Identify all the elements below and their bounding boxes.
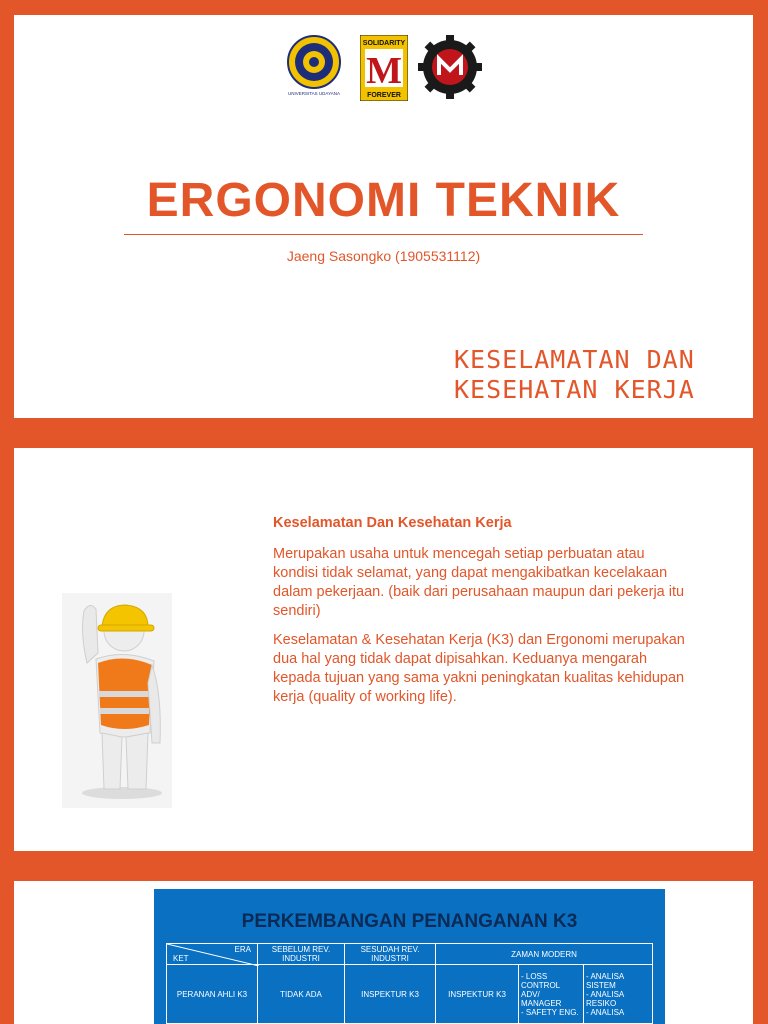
k3-development-table xyxy=(166,943,653,1024)
table-row xyxy=(167,965,653,1024)
svg-text:UNIVERSITAS UDAYANA: UNIVERSITAS UDAYANA xyxy=(287,91,341,96)
safety-worker-illustration xyxy=(62,593,172,808)
list-item: MANAGER xyxy=(521,998,562,1008)
list-item: CONTROL xyxy=(521,980,561,990)
author-name: Jaeng Sasongko (1905531112) xyxy=(286,248,481,264)
cell-sebelum: TIDAK ADA xyxy=(258,965,345,1024)
era-ket-header-cell xyxy=(167,944,258,965)
header-sesudah: SESUDAH REV. INDUSTRI xyxy=(345,944,436,965)
table-title: PERKEMBANGAN PENANGANAN K3 xyxy=(241,911,578,932)
subtitle-line-2: KESEHATAN KERJA xyxy=(454,375,695,404)
cell-modern-1: INSPEKTUR K3 xyxy=(436,965,519,1024)
header-ket: KET xyxy=(173,954,189,963)
list-item: - LOSS xyxy=(521,971,548,981)
header-era: ERA xyxy=(234,945,251,954)
k3-table-panel xyxy=(154,889,665,1024)
solidarity-forever-logo xyxy=(360,35,408,101)
header-zaman-modern: ZAMAN MODERN xyxy=(436,944,653,965)
list-item: - ANALISA xyxy=(586,971,625,981)
subtitle-line-1: KESELAMATAN DAN xyxy=(454,345,695,374)
universitas-udayana-logo xyxy=(286,35,342,97)
cell-sesudah: INSPEKTUR K3 xyxy=(345,965,436,1024)
svg-text:SOLIDARITY: SOLIDARITY xyxy=(362,40,406,47)
header-sebelum: SEBELUM REV. INDUSTRI xyxy=(258,944,345,965)
list-item: - SAFETY ENG. xyxy=(521,1007,579,1017)
paragraph-relation: Keselamatan & Kesehatan Kerja (K3) dan Ergonomi merupakan dua hal yang tidak dapat dipisahkan. Keduanya mengarah kepada tujuan yang sama yakni peningkatan kualitas kehidupan kerja (quality of working life). xyxy=(273,632,685,705)
svg-text:FOREVER: FOREVER xyxy=(367,92,401,99)
cell-modern-2 xyxy=(519,965,584,1024)
list-item: ADV/ xyxy=(521,989,540,999)
row-label: PERANAN AHLI K3 xyxy=(167,965,258,1024)
paragraph-definition: Merupakan usaha untuk mencegah setiap perbuatan atau kondisi tidak selamat, yang dapat mengakibatkan kecelakaan dalam pekerjaan. (baik dari perusahaan maupun dari pekerja itu sendiri) xyxy=(273,546,685,619)
section-heading: Keselamatan Dan Kesehatan Kerja xyxy=(273,515,512,531)
definition-slide xyxy=(14,448,753,851)
title-slide xyxy=(14,15,753,418)
presentation-title: ERGONOMI TEKNIK xyxy=(146,174,621,227)
cell-modern-3 xyxy=(584,965,653,1024)
list-item: SISTEM xyxy=(586,980,616,990)
gear-emblem-logo xyxy=(418,33,482,103)
list-item: - ANALISA xyxy=(586,1007,625,1017)
list-item: - ANALISA xyxy=(586,989,625,999)
subtitle xyxy=(454,345,744,405)
svg-text:M: M xyxy=(366,50,402,92)
definition-text-block xyxy=(273,514,693,717)
list-item: RESIKO xyxy=(586,998,617,1008)
k3-development-slide xyxy=(14,881,753,1024)
title-divider xyxy=(124,234,643,235)
table-header-row xyxy=(167,944,653,965)
